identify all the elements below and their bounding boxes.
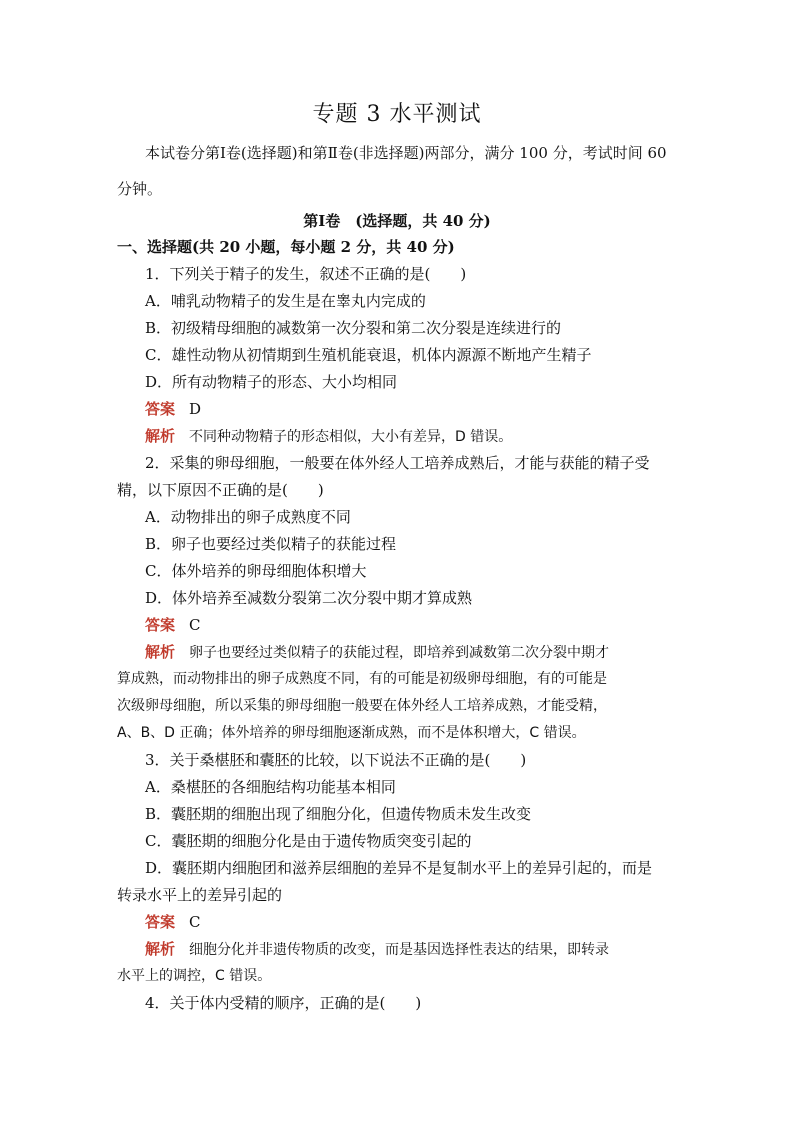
answer-row bbox=[145, 615, 683, 635]
option-c: C．体外培养的卵母细胞体积增大 bbox=[145, 562, 367, 580]
analysis-label: 解析 bbox=[145, 643, 176, 661]
section-title: 第Ⅰ卷 (选择题，共 40 分) bbox=[303, 212, 491, 230]
analysis-text: 细胞分化并非遗传物质的改变，而是基因选择性表达的结果，即转录 bbox=[189, 942, 610, 958]
answer-value: C bbox=[189, 913, 201, 931]
question-stem: 2．采集的卵母细胞，一般要在体外经人工培养成熟后，才能与获能的精子受 bbox=[145, 454, 650, 472]
answer-row bbox=[145, 399, 683, 419]
analysis-row bbox=[145, 939, 683, 960]
analysis-row bbox=[145, 426, 683, 447]
analysis-text-cont: 次级卵母细胞，所以采集的卵母细胞一般要在体外经人工培养成熟，才能受精， bbox=[117, 698, 607, 714]
intro-text: 本试卷分第Ⅰ卷(选择题)和第Ⅱ卷(非选择题)两部分，满分 100 分，考试时间 60 bbox=[145, 144, 667, 162]
option-a: A．桑椹胚的各细胞结构功能基本相同 bbox=[145, 778, 396, 796]
option-b: B．初级精母细胞的减数第一次分裂和第二次分裂是连续进行的 bbox=[145, 319, 562, 337]
analysis-text-cont: 算成熟，而动物排出的卵子成熟度不同，有的可能是初级卵母细胞，有的可能是 bbox=[117, 671, 607, 687]
intro-text-cont: 分钟。 bbox=[117, 180, 163, 198]
analysis-text: 不同种动物精子的形态相似，大小有差异，D 错误。 bbox=[189, 429, 513, 445]
option-d: D．所有动物精子的形态、大小均相同 bbox=[145, 373, 398, 391]
analysis-text-cont: A、B、D 正确；体外培养的卵母细胞逐渐成熟，而不是体积增大，C 错误。 bbox=[117, 725, 586, 741]
analysis-text-cont: 水平上的调控，C 错误。 bbox=[117, 968, 272, 984]
option-b: B．卵子也要经过类似精子的获能过程 bbox=[145, 535, 397, 553]
option-b: B．囊胚期的细胞出现了细胞分化，但遗传物质未发生改变 bbox=[145, 805, 532, 823]
option-a: A．动物排出的卵子成熟度不同 bbox=[145, 508, 351, 526]
answer-label: 答案 bbox=[145, 400, 176, 418]
option-d: D．囊胚期内细胞团和滋养层细胞的差异不是复制水平上的差异引起的，而是 bbox=[145, 859, 653, 877]
analysis-label: 解析 bbox=[145, 940, 176, 958]
question-stem: 1．下列关于精子的发生，叙述不正确的是( ) bbox=[145, 265, 467, 283]
answer-value: C bbox=[189, 616, 201, 634]
part-heading: 一、选择题(共 20 小题，每小题 2 分，共 40 分) bbox=[117, 238, 455, 256]
option-d: D．体外培养至减数分裂第二次分裂中期才算成熟 bbox=[145, 589, 473, 607]
answer-label: 答案 bbox=[145, 913, 176, 931]
option-a: A．哺乳动物精子的发生是在睾丸内完成的 bbox=[145, 292, 426, 310]
page-title: 专题 3 水平测试 bbox=[312, 102, 482, 127]
option-c: C．囊胚期的细胞分化是由于遗传物质突变引起的 bbox=[145, 832, 472, 850]
analysis-label: 解析 bbox=[145, 427, 176, 445]
option-d-cont: 转录水平上的差异引起的 bbox=[117, 886, 283, 904]
option-c: C．雄性动物从初情期到生殖机能衰退，机体内源源不断地产生精子 bbox=[145, 346, 592, 364]
answer-row bbox=[145, 912, 683, 932]
question-stem-cont: 精，以下原因不正确的是( ) bbox=[117, 481, 324, 499]
question-stem: 4．关于体内受精的顺序，正确的是( ) bbox=[145, 994, 422, 1012]
question-stem: 3．关于桑椹胚和囊胚的比较，以下说法不正确的是( ) bbox=[145, 751, 527, 769]
analysis-row bbox=[145, 642, 683, 663]
answer-label: 答案 bbox=[145, 616, 176, 634]
answer-value: D bbox=[189, 400, 202, 418]
analysis-text: 卵子也要经过类似精子的获能过程，即培养到减数第二次分裂中期才 bbox=[189, 645, 610, 661]
